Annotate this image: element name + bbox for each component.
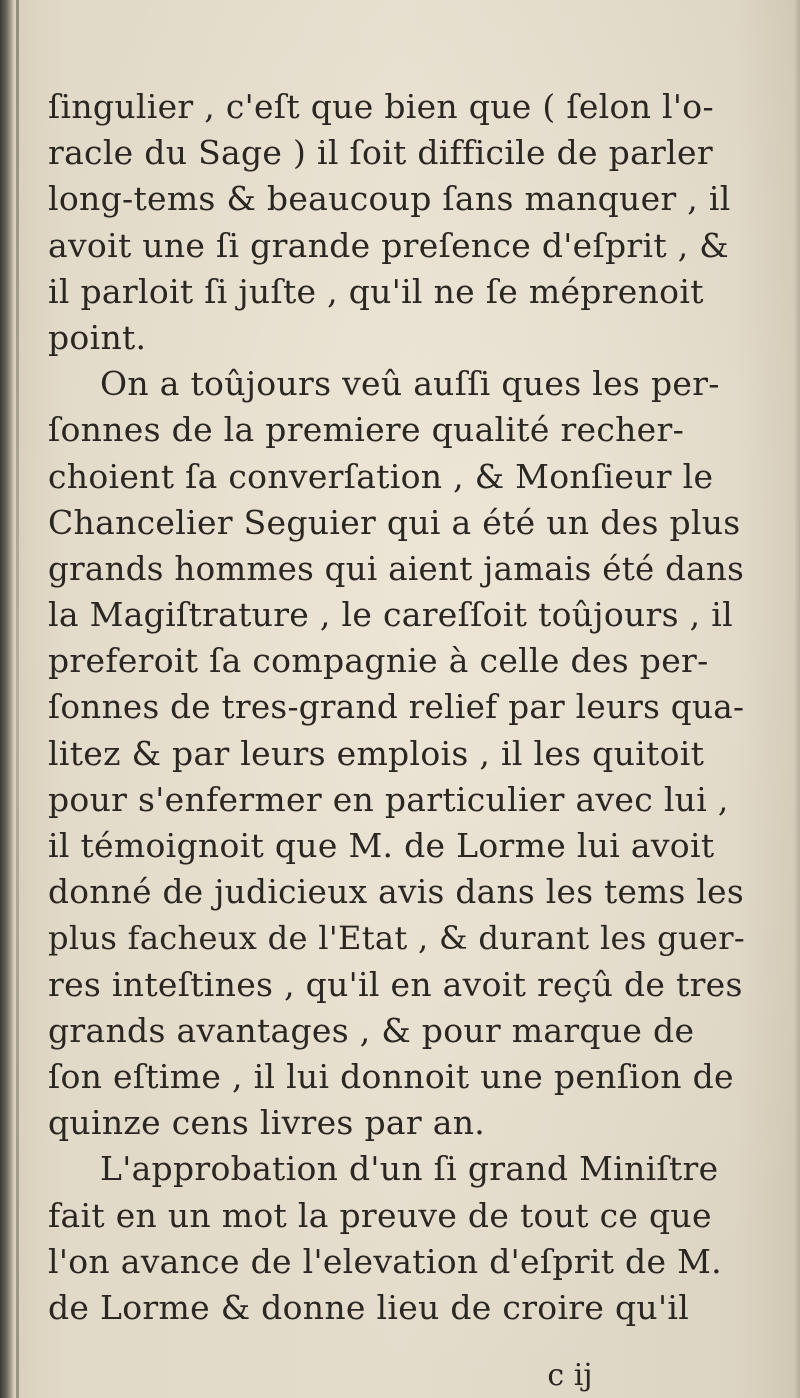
text-line: grands avantages , & pour marque de [48,1010,695,1050]
text-line: plus facheux de l'Etat , & durant les guer- [48,919,746,958]
text-line: de Lorme & donne lieu de croire qu'il [48,1287,690,1327]
text-line: pour s'enfermer en particulier avec lui , [48,779,729,819]
text-line: il témoignoit que M. de Lorme lui avoit [48,826,715,865]
text-line: il parloit ſi juſte , qu'il ne ſe méprenoit [48,271,704,311]
paragraph-start-line: L'approbation d'un ſi grand Miniſtre [100,1149,719,1189]
paragraph-start-line: On a toûjours veû auſſi ques les per- [100,364,720,404]
text-line: litez & par leurs emplois , il les quitoit [48,733,705,773]
text-line: res inteſtines , qu'il en avoit reçû de tres [48,964,743,1004]
text-line: donné de judicieux avis dans les tems les [48,873,744,912]
text-line: point. [48,317,147,357]
text-line: avoit une ſi grande preſence d'eſprit , & [48,225,729,265]
text-line: grands hommes qui aient jamais été dans [48,549,745,588]
text-line: la Magiſtrature , le careſſoit toûjours , il [48,595,733,635]
signature-mark: c ij [547,1358,593,1393]
text-line: ſonnes de tres-grand relief par leurs qua- [48,688,745,727]
text-line: quinze cens livres par an. [48,1103,486,1143]
text-line: l'on avance de l'elevation d'eſprit de M. [48,1241,722,1281]
text-line: racle du Sage ) il ſoit difficile de parler [48,133,713,173]
gutter-shadow [16,0,19,1398]
page-edge [794,0,800,1398]
text-line: long-tems & beaucoup ſans manquer , il [48,179,731,219]
text-line: fait en un mot la preuve de tout ce que [48,1195,712,1235]
text-line: Chancelier Seguier qui a été un des plus [48,502,741,542]
text-line: ſonnes de la premiere qualité recher- [48,410,685,450]
binding-gutter [0,0,14,1398]
text-line: ſon eſtime , il lui donnoit une penſion de [48,1056,734,1096]
text-line: choient ſa converſation , & Monſieur le [48,456,714,496]
page-text [48,84,748,1331]
text-line: ſingulier , c'eſt que bien que ( ſelon l'o- [48,87,714,126]
text-line: preferoit ſa compagnie à celle des per- [48,641,709,681]
